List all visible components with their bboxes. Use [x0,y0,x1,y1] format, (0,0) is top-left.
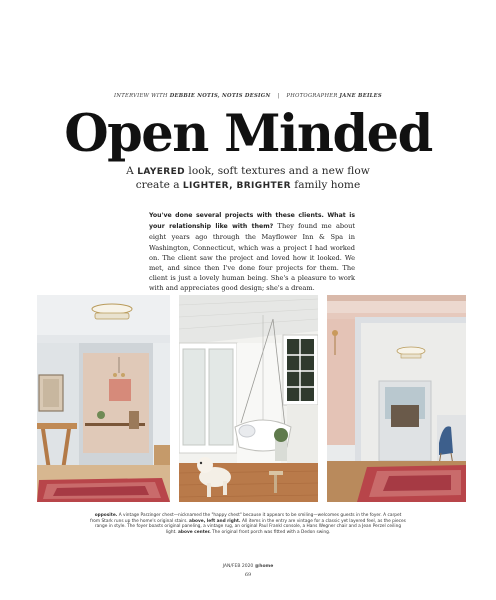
subtitle-text: A [126,165,138,177]
photo-porch-swing [179,295,318,502]
photographer-prefix: PHOTOGRAPHER [286,93,338,99]
magazine-name: @home [254,564,274,569]
page-footer [0,564,496,569]
article-body [149,210,355,294]
page-number: 69 [244,572,252,578]
photographer-name: JANE BEILES [339,93,382,99]
article-subtitle [0,165,496,193]
caption-text: All items in the entry are vintage for a classic yet layered feel, as the pieces range in style. The foyer boasts original paneling, a vintage rug, an original Paul Frankl console, a Hans Wegner chair and a Jean Perzel ceiling light. [94,518,406,535]
subtitle-text: look, soft textures and a new flow [185,165,370,177]
subtitle-caps: LAYERED [137,167,186,177]
photo-foyer-left [37,295,170,502]
subtitle-line-1 [0,165,496,179]
credits-line [0,93,496,99]
interview-question: You've done several projects with these clients. What is your relationship like with them? [149,212,355,231]
subtitle-text: family home [290,179,361,191]
interview-name: DEBBIE NOTIS, NOTIS DESIGN [169,93,271,99]
photo-foyer-right [327,295,466,502]
caption-label-center: above center. [178,529,211,535]
photo-caption [90,513,406,535]
subtitle-text: create a [135,179,183,191]
issue-date: JAN/FEB 2020 [222,564,254,569]
caption-label-opposite: opposite. [94,513,118,518]
interview-answer: They found me about eight years ago through the Mayflower Inn & Spa in Washington, Connecticut, which was a project I had worked on. The client saw the project and loved how it looked. We met, and since then I've done four projects for them. The client is just a lovely human being. She's a pleasure to work with and appreciates good design; she's a dream. [149,222,355,293]
caption-text: A vintage Parzinger chest—nicknamed the "happy chest" because it appears to be smiling—welcomes guests in the foyer. A carpet from Stark runs up the home's original stairs. [90,513,402,524]
caption-label-left-right: above, left and right. [189,518,241,524]
subtitle-line-2 [0,179,496,193]
article-title: Open Minded [64,104,432,164]
caption-text: The original front porch was fitted with a Dedon swing. [210,529,331,535]
subtitle-caps: LIGHTER, BRIGHTER [182,181,291,191]
interview-prefix: INTERVIEW WITH [114,93,168,99]
credits-separator: | [277,93,280,99]
